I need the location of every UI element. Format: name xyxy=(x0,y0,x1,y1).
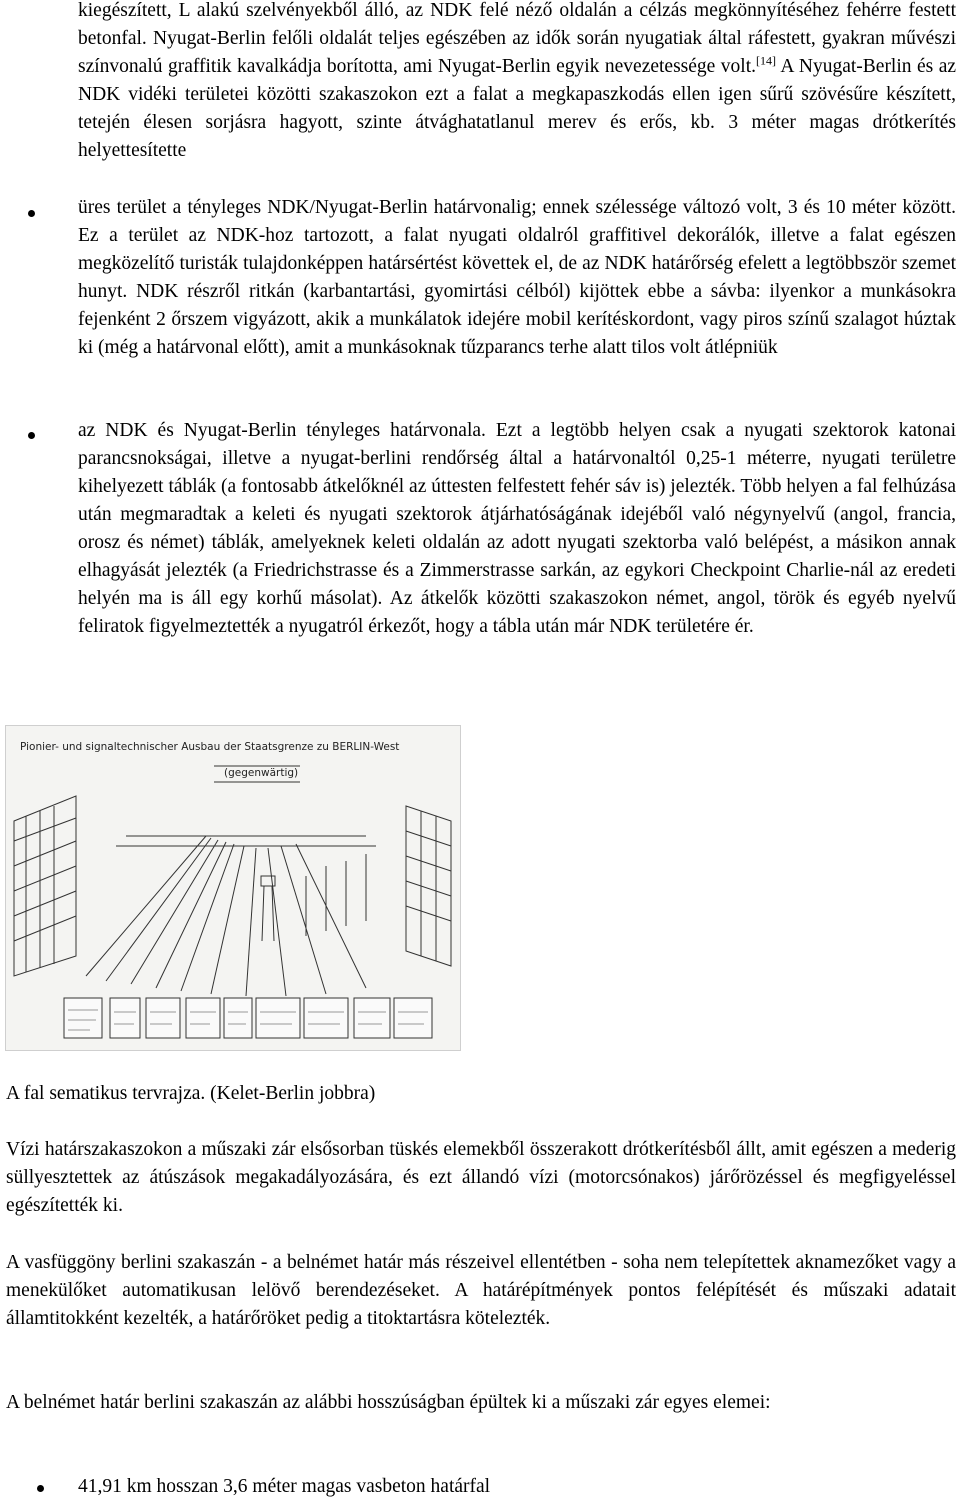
list-item: 41,91 km hosszan 3,6 méter magas vasbeton határfal xyxy=(78,1476,491,1497)
bullet-marker xyxy=(37,1485,44,1492)
figure-caption: A fal sematikus tervrajza. (Kelet-Berlin jobbra) xyxy=(6,1083,376,1104)
continuation-text-2: A Nyugat-Berlin és az NDK vidéki területei közötti szakaszokon ezt a falat a megkapaszkodás ellen igen sűrű szövésűre készített, tetején élesen sorjásra hagyott, szinte átvághatatlanul merev és erős, kb. 3 méter magas drótkerítés helyettesítette xyxy=(78,56,957,161)
bullet-marker xyxy=(28,432,35,439)
list-item: üres terület a tényleges NDK/Nyugat-Berlin határvonalig; ennek szélessége változó volt, 3 és 10 méter között. Ez a terület az NDK-hoz tartozott, a falat nyugati oldalról graffitivel dekorálók, illetve a falat egészen megközelítő turisták tulajdonképpen határsértést követtek el, de az NDK határőrség efelett a legtöbbször szemet hunyt. NDK részről ritkán (karbantartási, gyomirtási célból) kijöttek ebbe a sávba: ilyenkor a munkásokra fejenként 2 őrszem vigyázott, akik a munkálatok idejére mobil kerítéskordont, vagy piros színű szalagot húztak ki (még a határvonal előtt), amit a munkásoknak tűzparancs terhe alatt tilos volt átlépniük xyxy=(78,197,956,358)
paragraph-water-border: Vízi határszakaszokon a műszaki zár elsősorban tüskés elemekből összerakott drótkerítésből állt, amit egészen a mederig süllyesztettek az átúszások megakadályozására, és ezt állandó vízi (motorcsónakos) járőrözéssel és megfigyeléssel egészítették ki. xyxy=(6,1139,956,1216)
list-item: az NDK és Nyugat-Berlin tényleges határvonala. Ezt a legtöbb helyen csak a nyugati szektorok katonai parancsnokságai, illetve a nyugat-berlini rendőrség által a határvonaltól 0,25-1 méterre, nyugati területre kihelyezett táblák (a fontosabb átkelőknél az úttesten felfestett fehér sáv is) jelezték. Több helyen a fal felhúzása után megmaradtak a keleti és nyugati szektorok átjárhatóságának idejéből való négynyelvű (angol, francia, orosz és német) táblák, amelyeknek keleti oldalán az adott nyugati szektorba való belépést, a másikon annak elhagyását jelezték (a Friedrichstrasse és a Zimmerstrasse sarkán, az egykori Checkpoint Charlie-nál az eredeti helyén ma is áll egy korhű másolat). Az átkelők közötti szakaszokon német, angol, török és egyéb nyelvű feliratok figyelmeztették a nyugatról érkezőt, hogy a tábla után már NDK területére ér. xyxy=(78,420,956,637)
figure-subtitle: (gegenwärtig) xyxy=(224,767,299,779)
continuation-text-1: kiegészített, L alakú szelvényekből álló, az NDK felé néző oldalán a célzás megkönnyítéséhez fehérre festett betonfal. Nyugat-Berlin felőli oldalát teljes egészében az idők során nyugatiak által ráfestett, gyakran művészi színvonalú graffitik kavalkádja borította, ami Nyugat-Berlin egyik nevezetessége volt. xyxy=(78,0,956,77)
paragraph-no-minefields: A vasfüggöny berlini szakaszán - a belnémet határ más részeivel ellentétben - soha nem telepítettek aknamezőket vagy a menekülőket automatikusan lelövő berendezéseket. A határépítmények pontos felépítését és műszaki adatait államtitokként kezelték, a határőröket pedig a titoktartásra kötelezték. xyxy=(6,1252,956,1329)
footnote-reference[interactable]: [14] xyxy=(756,53,777,68)
berlin-wall-schematic-figure xyxy=(5,725,461,1051)
bullet-marker xyxy=(28,210,35,217)
continuation-paragraph xyxy=(78,0,956,165)
paragraph-elements-intro: A belnémet határ berlini szakaszán az alábbi hosszúságban épültek ki a műszaki zár egyes elemei: xyxy=(6,1392,771,1413)
figure-title: Pionier- und signaltechnischer Ausbau der Staatsgrenze zu BERLIN-West xyxy=(20,741,400,753)
